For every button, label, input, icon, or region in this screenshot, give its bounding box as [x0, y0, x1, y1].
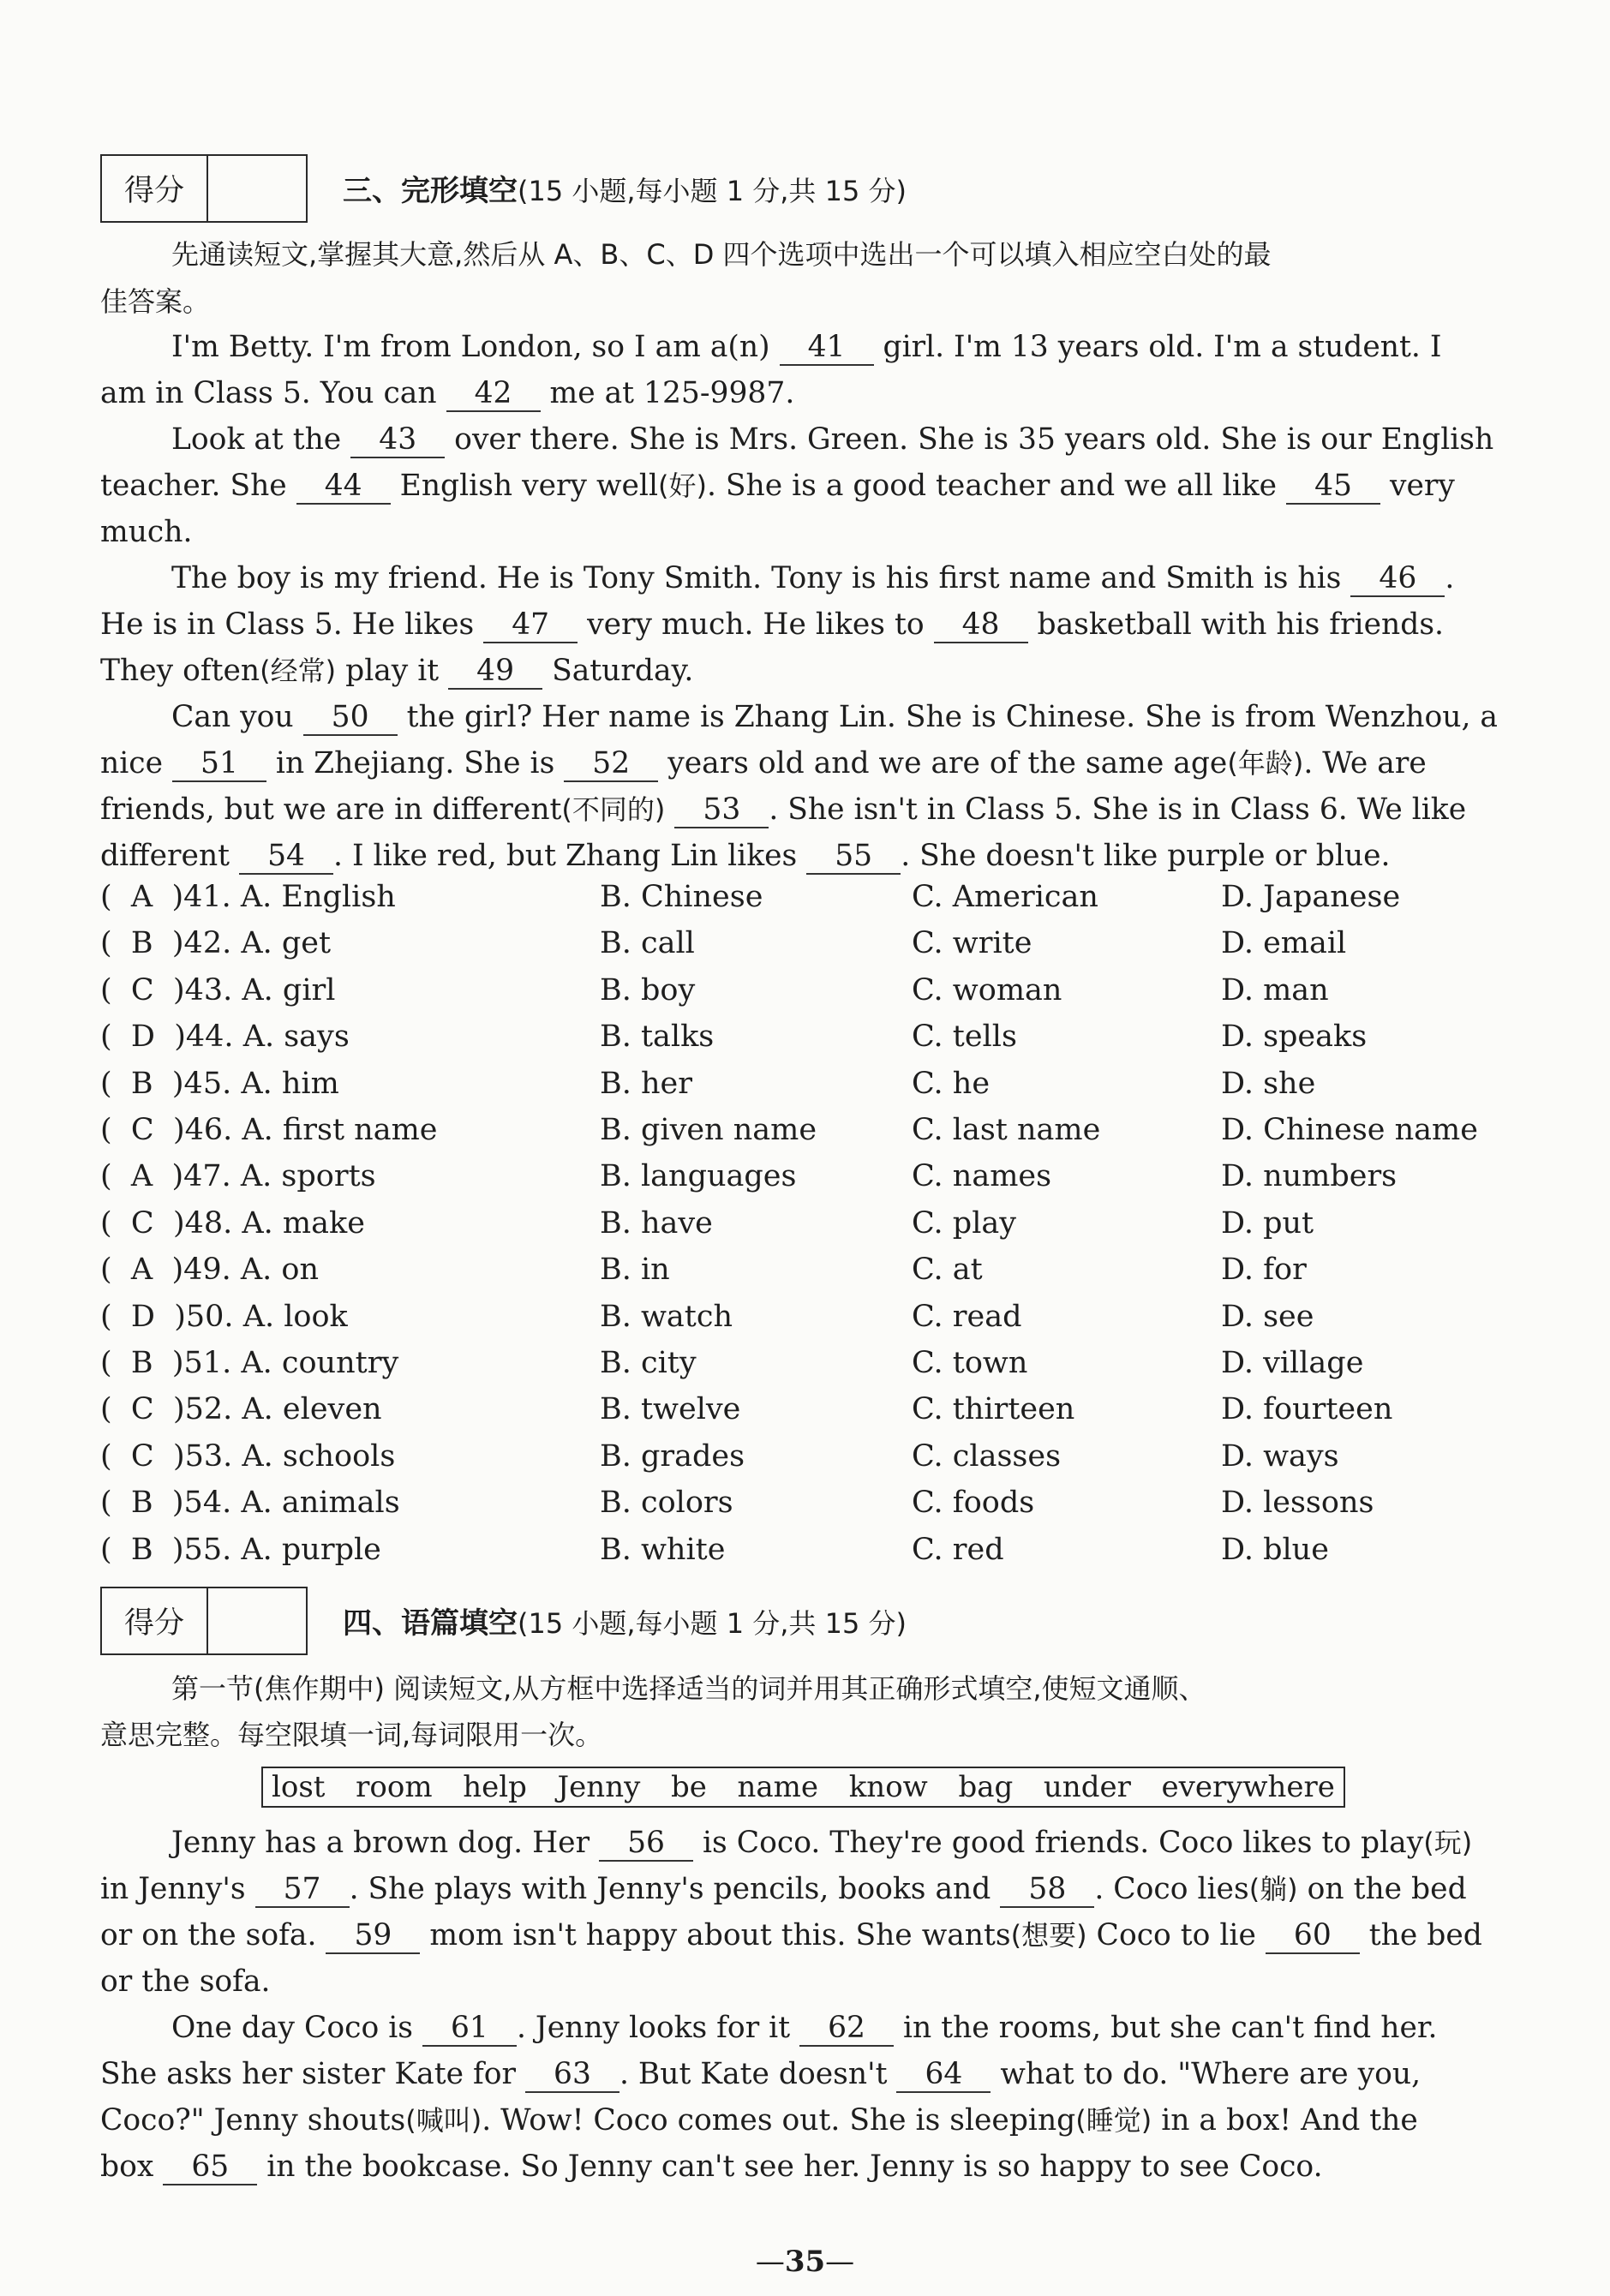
option-c: C. at	[912, 1253, 983, 1288]
passage-line: He is in Class 5. He likes 47 very much. He likes to 48 basketball with his friends.	[100, 607, 1444, 642]
answer-row	[100, 880, 1557, 926]
blank[interactable]: 57	[255, 1872, 350, 1908]
answer-choice[interactable]: ( B )45. A. him	[100, 1066, 339, 1101]
word-bank-item: lost	[272, 1770, 326, 1804]
blank[interactable]: 52	[564, 746, 658, 782]
option-c: C. read	[912, 1299, 1022, 1334]
answer-choice[interactable]: ( A )49. A. on	[100, 1253, 320, 1288]
passage-line: in Jenny's 57 . She plays with Jenny's pencils, books and 58 . Coco lies(躺) on the bed	[100, 1872, 1467, 1906]
word-bank-item: know	[848, 1770, 928, 1804]
word-bank-item: bag	[958, 1770, 1014, 1804]
blank[interactable]: 45	[1286, 469, 1380, 505]
option-b: B. languages	[600, 1159, 797, 1194]
answer-choice[interactable]: ( C )48. A. make	[100, 1205, 365, 1241]
word-bank-item: name	[737, 1770, 819, 1804]
option-b: B. twelve	[600, 1392, 741, 1427]
blank[interactable]: 64	[896, 2057, 991, 2093]
section-name: 语篇填空	[401, 1606, 518, 1641]
option-b: B. city	[600, 1346, 697, 1380]
option-c: C. American	[912, 880, 1098, 914]
blank[interactable]: 51	[172, 746, 266, 782]
passage-line: teacher. She 44 English very well(好). She is a good teacher and we all like 45 very	[100, 469, 1455, 503]
blank[interactable]: 50	[303, 700, 398, 736]
answer-row	[100, 1439, 1557, 1486]
blank[interactable]: 61	[422, 2011, 517, 2047]
blank[interactable]: 43	[350, 422, 445, 458]
option-c: C. foods	[912, 1486, 1035, 1521]
instructions: 意思完整。每空限填一词,每词限用一次。	[100, 1719, 603, 1751]
word-bank-item: Jenny	[557, 1770, 641, 1804]
page-number: —35—	[755, 2245, 855, 2279]
passage-line: Can you 50 the girl? Her name is Zhang Lin. She is Chinese. She is from Wenzhou, a	[171, 700, 1498, 734]
answer-choice[interactable]: ( A )47. A. sports	[100, 1159, 376, 1194]
option-d: D. put	[1221, 1205, 1314, 1241]
option-d: D. Japanese	[1221, 880, 1401, 914]
blank[interactable]: 46	[1350, 561, 1445, 597]
passage-line: friends, but we are in different(不同的) 53 . She isn't in Class 5. She is in Class 6. We like	[100, 792, 1467, 827]
passage-line: much.	[100, 515, 193, 549]
word-bank-item: help	[463, 1770, 527, 1804]
passage-line: nice 51 in Zhejiang. She is 52 years old and we are of the same age(年龄). We are	[100, 746, 1427, 780]
option-c: C. red	[912, 1532, 1004, 1567]
answer-row	[100, 1253, 1557, 1299]
option-c: C. names	[912, 1159, 1052, 1194]
answer-row	[100, 1113, 1557, 1159]
option-b: B. watch	[600, 1299, 733, 1334]
blank[interactable]: 65	[163, 2150, 257, 2185]
section-title	[343, 167, 907, 209]
answer-choice[interactable]: ( B )54. A. animals	[100, 1486, 400, 1521]
option-d: D. village	[1221, 1346, 1364, 1380]
blank[interactable]: 47	[483, 607, 578, 643]
blank[interactable]: 55	[806, 839, 901, 875]
word-bank-item: everywhere	[1161, 1770, 1335, 1804]
blank[interactable]: 48	[934, 607, 1028, 643]
option-b: B. given name	[600, 1113, 817, 1147]
answer-choice[interactable]: ( B )51. A. country	[100, 1346, 399, 1380]
answer-choice[interactable]: ( B )42. A. get	[100, 926, 332, 961]
answer-row	[100, 1533, 1557, 1579]
option-b: B. grades	[600, 1438, 745, 1474]
answer-choice[interactable]: ( D )44. A. says	[100, 1019, 350, 1055]
answer-choice[interactable]: ( B )55. A. purple	[100, 1532, 381, 1567]
passage-line: Coco?" Jenny shouts(喊叫). Wow! Coco comes out. She is sleeping(睡觉) in a box! And the	[100, 2103, 1418, 2138]
blank[interactable]: 60	[1266, 1918, 1360, 1954]
option-c: C. thirteen	[912, 1392, 1075, 1427]
blank[interactable]: 53	[674, 792, 769, 828]
blank[interactable]: 63	[525, 2057, 619, 2093]
section-title	[343, 1599, 907, 1641]
answer-row	[100, 1159, 1557, 1205]
word-bank-item: under	[1043, 1770, 1131, 1804]
score-box	[100, 154, 308, 223]
option-d: D. blue	[1221, 1532, 1329, 1567]
answer-row	[100, 1486, 1557, 1532]
answer-choice[interactable]: ( A )41. A. English	[100, 880, 396, 914]
passage-line: box 65 in the bookcase. So Jenny can't see her. Jenny is so happy to see Coco.	[100, 2150, 1323, 2184]
answer-row	[100, 1346, 1557, 1392]
score-label: 得分	[102, 156, 208, 221]
answer-row	[100, 1392, 1557, 1438]
passage-line: Look at the 43 over there. She is Mrs. Green. She is 35 years old. She is our English	[171, 422, 1494, 457]
option-c: C. last name	[912, 1113, 1101, 1147]
answer-choice[interactable]: ( C )52. A. eleven	[100, 1392, 382, 1427]
instructions: 第一节(焦作期中) 阅读短文,从方框中选择适当的词并用其正确形式填空,使短文通顺、	[171, 1672, 1206, 1705]
blank[interactable]: 44	[296, 469, 391, 505]
passage-line: One day Coco is 61 . Jenny looks for it 62 in the rooms, but she can't find her.	[171, 2011, 1438, 2045]
option-d: D. see	[1221, 1299, 1314, 1334]
option-b: B. colors	[600, 1486, 733, 1521]
option-c: C. town	[912, 1346, 1028, 1380]
word-bank-item: room	[356, 1770, 433, 1804]
passage-line: I'm Betty. I'm from London, so I am a(n) 41 girl. I'm 13 years old. I'm a student. I	[171, 330, 1442, 364]
option-d: D. Chinese name	[1221, 1113, 1478, 1147]
section-name: 完形填空	[401, 174, 518, 208]
word-bank	[261, 1767, 1345, 1808]
option-d: D. lessons	[1221, 1486, 1374, 1521]
passage-line: The boy is my friend. He is Tony Smith. Tony is his first name and Smith is his 46 .	[171, 561, 1455, 595]
passage-line: She asks her sister Kate for 63 . But Kate doesn't 64 what to do. "Where are you,	[100, 2057, 1421, 2091]
blank[interactable]: 62	[799, 2011, 894, 2047]
option-d: D. for	[1221, 1253, 1307, 1288]
section-number: 四、	[343, 1606, 401, 1641]
passage-line: or the sofa.	[100, 1964, 271, 1999]
passage-line: different 54 . I like red, but Zhang Lin likes 55 . She doesn't like purple or blue.	[100, 839, 1391, 873]
score-label: 得分	[102, 1588, 208, 1653]
score-box	[100, 1587, 308, 1655]
option-b: B. white	[600, 1532, 726, 1567]
option-d: D. numbers	[1221, 1159, 1398, 1194]
passage-line: am in Class 5. You can 42 me at 125-9987.	[100, 376, 795, 410]
answer-row	[100, 973, 1557, 1019]
option-c: C. tells	[912, 1019, 1017, 1055]
option-d: D. fourteen	[1221, 1392, 1393, 1427]
passage-line: They often(经常) play it 49 Saturday.	[100, 654, 694, 688]
option-b: B. her	[600, 1066, 692, 1101]
passage-line: or on the sofa. 59 mom isn't happy about this. She wants(想要) Coco to lie 60 the bed	[100, 1918, 1482, 1952]
score-field[interactable]	[208, 1588, 306, 1653]
score-field[interactable]	[208, 156, 306, 221]
answer-row	[100, 926, 1557, 972]
instructions: 先通读短文,掌握其大意,然后从 A、B、C、D 四个选项中选出一个可以填入相应空白处的最	[171, 238, 1272, 271]
blank[interactable]: 49	[448, 654, 542, 690]
answer-choice[interactable]: ( C )53. A. schools	[100, 1438, 396, 1474]
section-note: (15 小题,每小题 1 分,共 15 分)	[518, 1607, 907, 1640]
option-c: C. woman	[912, 972, 1062, 1007]
word-bank-item: be	[670, 1770, 707, 1804]
option-c: C. classes	[912, 1438, 1062, 1474]
answer-row	[100, 1019, 1557, 1066]
option-d: D. email	[1221, 926, 1347, 961]
option-b: B. Chinese	[600, 880, 763, 914]
option-b: B. talks	[600, 1019, 715, 1055]
section-number: 三、	[343, 174, 401, 208]
answer-choice[interactable]: ( C )43. A. girl	[100, 972, 336, 1007]
option-d: D. ways	[1221, 1438, 1339, 1474]
blank[interactable]: 54	[239, 839, 333, 875]
blank[interactable]: 42	[446, 376, 541, 412]
blank[interactable]: 41	[780, 330, 874, 366]
option-d: D. man	[1221, 972, 1329, 1007]
answer-row	[100, 1206, 1557, 1253]
section-note: (15 小题,每小题 1 分,共 15 分)	[518, 175, 907, 207]
option-c: C. write	[912, 926, 1032, 961]
option-d: D. speaks	[1221, 1019, 1368, 1055]
answer-row	[100, 1067, 1557, 1113]
blank[interactable]: 58	[1000, 1872, 1094, 1908]
option-c: C. play	[912, 1205, 1017, 1241]
option-b: B. call	[600, 926, 695, 961]
blank[interactable]: 59	[326, 1918, 420, 1954]
option-c: C. he	[912, 1066, 991, 1101]
instructions: 佳答案。	[100, 285, 211, 318]
answer-choice[interactable]: ( D )50. A. look	[100, 1299, 348, 1334]
option-b: B. have	[600, 1205, 713, 1241]
blank[interactable]: 56	[599, 1826, 693, 1862]
option-b: B. in	[600, 1253, 670, 1288]
option-d: D. she	[1221, 1066, 1316, 1101]
answer-choice[interactable]: ( C )46. A. first name	[100, 1113, 438, 1147]
passage-line: Jenny has a brown dog. Her 56 is Coco. They're good friends. Coco likes to play(玩)	[171, 1826, 1473, 1860]
option-b: B. boy	[600, 972, 696, 1007]
answer-row	[100, 1300, 1557, 1346]
